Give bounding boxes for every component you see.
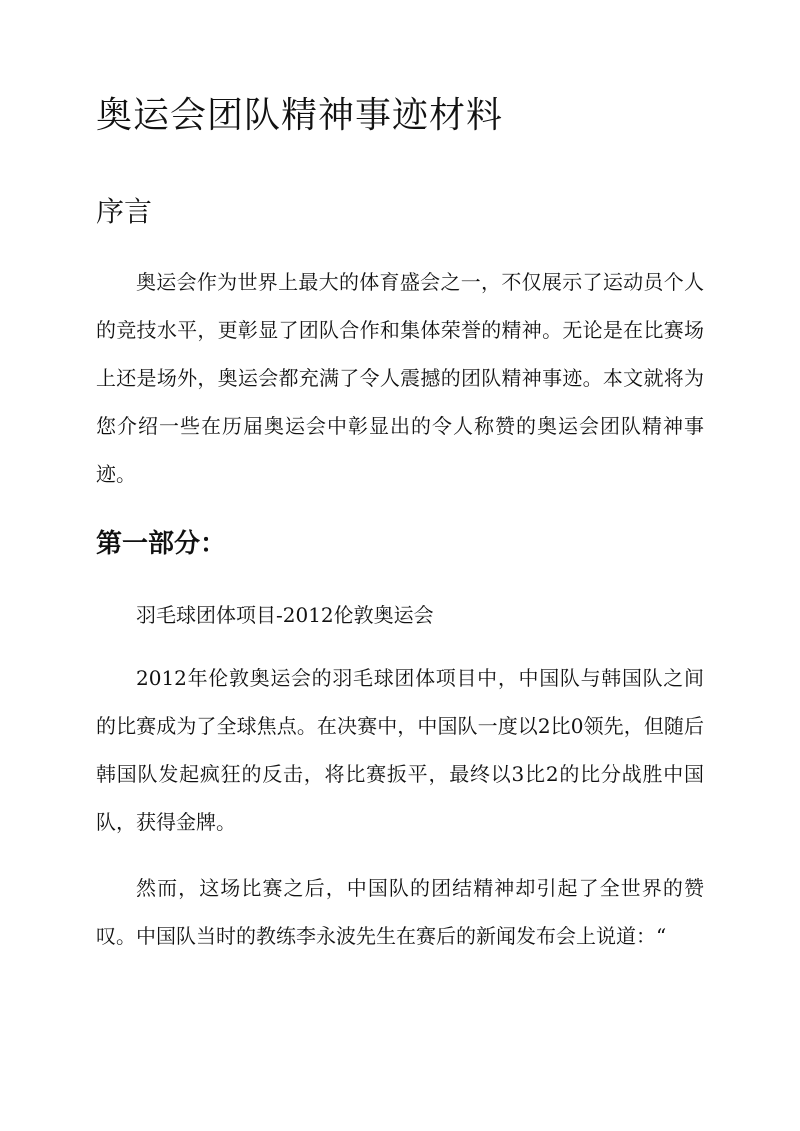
part1-paragraph-2: 然而，这场比赛之后，中国队的团结精神却引起了全世界的赞叹。中国队当时的教练李永波先生在赛后的新闻发布会上说道：“	[96, 876, 704, 948]
part1-subtitle: 羽毛球团体项目-2012伦敦奥运会	[136, 603, 434, 627]
document-title: 奥运会团队精神事迹材料	[96, 95, 504, 136]
preface-paragraph: 奥运会作为世界上最大的体育盛会之一，不仅展示了运动员个人的竞技水平，更彰显了团队合作和集体荣誉的精神。无论是在比赛场上还是场外，奥运会都充满了令人震撼的团队精神事迹。本文就将为您介绍一些在历届奥运会中彰显出的令人称赞的奥运会团队精神事迹。	[96, 270, 704, 486]
preface-heading: 序言	[96, 195, 153, 228]
part1-paragraph-1: 2012年伦敦奥运会的羽毛球团体项目中，中国队与韩国队之间的比赛成为了全球焦点。在决赛中，中国队一度以2比0领先，但随后韩国队发起疯狂的反击，将比赛扳平，最终以3比2的比分战胜中国队，获得金牌。	[96, 666, 704, 834]
part1-heading: 第一部分：	[96, 529, 227, 559]
